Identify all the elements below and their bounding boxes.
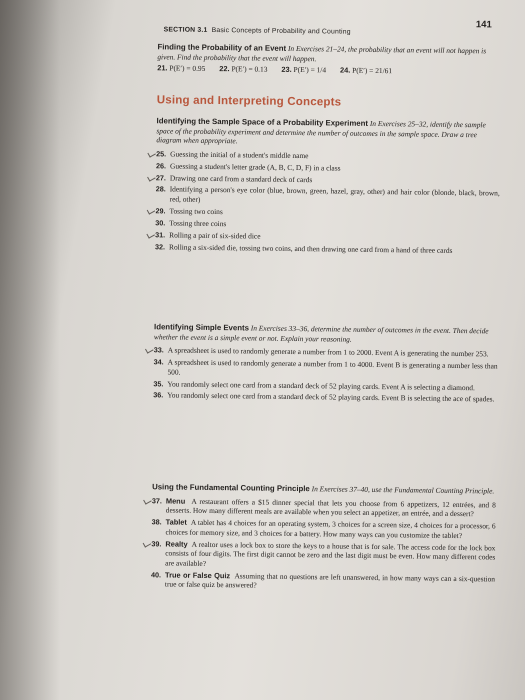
exercise-26: 26. Guessing a student's letter grade (A, B, C, D, F) in a class (155, 160, 341, 173)
sample-space-intro (156, 116, 500, 149)
exercise-21: 21. P(E′) = 0.95 (157, 63, 206, 74)
section-title: Basic Concepts of Probability and Counting (211, 26, 351, 36)
counting-principle-instructions: In Exercises 37–40, use the Fundamental Counting Principle. (311, 484, 495, 496)
pencil-check-mark (143, 539, 152, 547)
exercise-35: 35. You randomly select one card from a standard deck of 52 playing cards. Event A is selecting a diamond. (153, 378, 475, 392)
exercise-37: 37. Menu A restaurant offers a $15 dinner special that lets you choose from 6 appetizers, 12 entrées, and 8 desserts. How many different meals are available when you select an appetizer, an entrée, and a dessert? (152, 496, 496, 519)
finding-probability-exercises (157, 63, 501, 76)
exercise-32: 32. Rolling a six-sided die, tossing two coins, and then drawing one card from a hand of three cards (154, 241, 453, 255)
page-number: 141 (475, 19, 492, 31)
exercise-36: 36. You randomly select one card from a standard deck of 52 playing cards. Event B is selecting the ace of spades. (153, 390, 495, 404)
section-label: SECTION 3.1 (163, 26, 208, 34)
using-concepts-heading: Using and Interpreting Concepts (156, 94, 342, 109)
simple-events-instructions: In Exercises 33–36, determine the number of outcomes in the event. Then decide whether the event is a simple event or not. Explain your reasoning. (153, 323, 489, 344)
exercise-29: 29. Tossing two coins (155, 206, 499, 220)
simple-events-title: Identifying Simple Events (154, 322, 250, 333)
exercise-40: 40. True or False Quiz Assuming that no questions are left unanswered, in how many ways can a six-question true or false quiz be answered? (150, 569, 496, 590)
finding-probability-instructions: In Exercises 21–24, the probability that an event will not happen is given. Find the probability that the event will happen. (157, 43, 487, 63)
finding-probability-block (157, 42, 501, 76)
sample-space-block (155, 116, 501, 258)
exercise-39: 39. Realty A realtor uses a lock box to store the keys to a house that is for sale. The access code for the lock box consists of four digits. The first digit cannot be zero and the last digit must be even. How many different codes are available? (151, 539, 495, 572)
simple-events-intro (154, 322, 498, 345)
finding-probability-intro (157, 42, 501, 65)
pencil-check-mark (147, 207, 156, 215)
exercise-25: 25. Guessing the initial of a student's middle name (156, 149, 500, 163)
using-concepts-heading-block (157, 94, 501, 110)
section-header (164, 26, 351, 35)
counting-principle-title: Using the Fundamental Counting Principle (152, 482, 310, 494)
pencil-check-mark (143, 496, 152, 504)
pencil-check-mark (147, 173, 156, 181)
page-header (164, 18, 492, 36)
exercise-33: 33. A spreadsheet is used to randomly generate a number from 1 to 2000. Event A is generating the number 253. (154, 345, 498, 359)
exercise-27: 27. Drawing one card from a standard deck of cards (156, 173, 500, 187)
pencil-check-mark (145, 346, 154, 354)
exercise-23: 23. P(E′) = 1/4 (281, 65, 327, 75)
finding-probability-title: Finding the Probability of an Event (157, 42, 287, 53)
counting-principle-intro (152, 482, 496, 496)
exercise-31: 31. Rolling a pair of six-sided dice (155, 230, 499, 244)
sample-space-instructions: In Exercises 25–32, identify the sample space of the probability experiment and determine the number of outcomes in the sample space. Draw a tree diagram when appropriate. (156, 118, 486, 146)
exercise-28: 28. Identifying a person's eye color (blue, brown, green, hazel, gray, other) and hair color (blonde, black, brown, red, other) (155, 184, 500, 204)
exercise-38: 38. Tablet A tablet has 4 choices for an operating system, 3 choices for a screen size, 4 choices for a processor, 6 choices for memory size, and 3 choices for a battery. How many ways can you customize the tablet? (151, 517, 496, 540)
textbook-page (84, 4, 500, 700)
simple-events-block (153, 322, 498, 407)
sample-space-title: Identifying the Sample Space of a Probability Experiment (156, 116, 369, 128)
pencil-check-mark (147, 150, 156, 158)
exercise-22: 22. P(E′) = 0.13 (219, 64, 268, 74)
exercise-24: 24. P(E′) = 21/61 (340, 65, 393, 76)
counting-principle-block (151, 482, 496, 595)
pencil-check-mark (146, 231, 155, 239)
exercise-34: 34. A spreadsheet is used to randomly generate a number from 1 to 4000. Event B is generating a number less than 500. (153, 357, 498, 377)
exercise-30: 30. Tossing three coins (155, 218, 227, 228)
page-edge-shadow (0, 0, 60, 700)
